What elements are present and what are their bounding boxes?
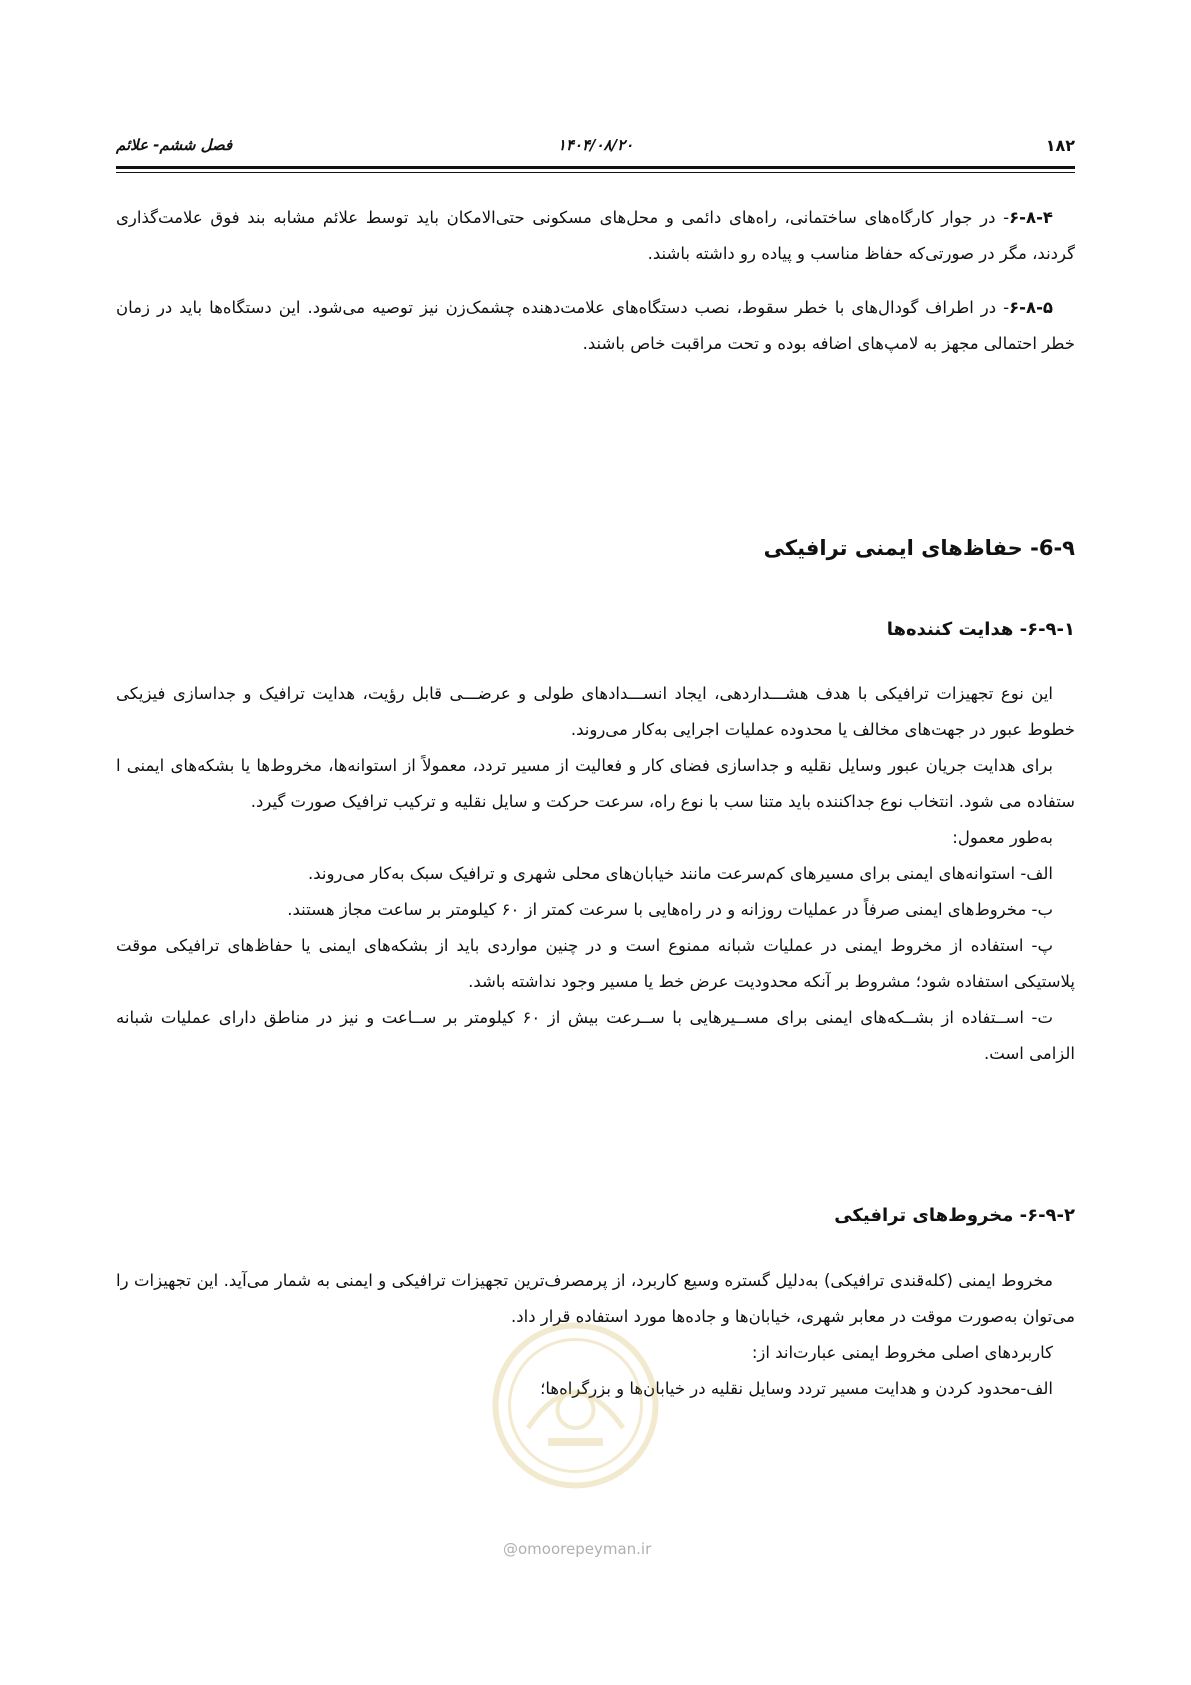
section-title: 6-۹- حفاظ‌های ایمنی ترافیکی (763, 536, 1075, 560)
list-item: الف-محدود کردن و هدایت مسیر تردد وسایل نقلیه در خیابان‌ها و بزرگراه‌ها؛ (540, 1379, 1053, 1398)
subsection-title: ۶-۹-۲- مخروط‌های ترافیکی (834, 1205, 1075, 1226)
clause-text: - در جوار کارگاه‌های ساختمانی، راه‌های دائمی و محل‌های مسکونی حتی‌الامکان باید توسط علائم مشابه بند فوق علامت‌گذاری گردند، مگر در صورتی‌که حفاظ مناسب و پیاده رو داشته باشند. (116, 208, 1075, 263)
paragraph: کاربردهای اصلی مخروط ایمنی عبارت‌اند از: (751, 1343, 1053, 1362)
clause-number: ۶-۸-۵ (1009, 298, 1053, 317)
header-date: ۱۴۰۴/۰۸/۲۰ (557, 136, 634, 154)
paragraph: مخروط ایمنی (کله‌قندی ترافیکی) به‌دلیل گستره وسیع کاربرد، از پرمصرف‌ترین تجهیزات ترافیکی و ایمنی به شمار می‌آید. این تجهیزات را می‌توان به‌صورت موقت در معابر شهری، خیابان‌ها و جاده‌ها مورد استفاده قرار داد. (116, 1271, 1075, 1326)
page-number: ۱۸۲ (1045, 136, 1075, 155)
list-item: الف- استوانه‌های ایمنی برای مسیرهای کم‌سرعت مانند خیابان‌های محلی شهری و ترافیک سبک به‌کار می‌روند. (308, 864, 1053, 883)
subsection-title: ۶-۹-۱- هدایت کننده‌ها (886, 619, 1075, 640)
watermark-text: @omoorepeyman.ir (503, 1540, 652, 1558)
paragraph-6-8-4 (116, 200, 1075, 272)
subsection-heading-6-9-2 (116, 1198, 1075, 1234)
page-header (116, 132, 1075, 169)
list-item: پ- استفاده از مخروط ایمنی در عملیات شبانه ممنوع است و در چنین مواردی باید از بشکه‌های ایمنی یا حفاظ‌های ترافیکی موقت پلاستیکی استفاده شود؛ مشروط بر آنکه محدودیت عرض خط یا مسیر وجود نداشته باشد. (116, 936, 1075, 991)
paragraph: برای هدایت جریان عبور وسایل نقلیه و جداسازی فضای کار و فعالیت از مسیر تردد، معمولاً از استوانه‌ها، مخروط‌ها یا بشکه‌های ایمنی ا ستفاده می شود. انتخاب نوع جداکننده باید متنا سب با نوع راه، سرعت حرکت و سایل نقلیه و ترکیب ترافیک صورت گیرد. (116, 756, 1075, 811)
chapter-title: فصل ششم- علائم (116, 136, 233, 154)
subsection-6-9-2-body (116, 1263, 1075, 1407)
subsection-heading-6-9-1 (116, 612, 1075, 648)
clause-number: ۶-۸-۴ (1009, 208, 1053, 227)
list-item: ت- اســتفاده از بشــکه‌های ایمنی برای مســیرهایی با ســرعت بیش از ۶۰ کیلومتر بر ســاعت و نیز در مناطق دارای عملیات شبانه الزامی است. (116, 1008, 1075, 1063)
clause-text: - در اطراف گودال‌های با خطر سقوط، نصب دستگاه‌های علامت‌دهنده چشمک‌زن نیز توصیه می‌شود. این دستگاه‌ها باید در زمان خطر احتمالی مجهز به لامپ‌های اضافه بوده و تحت مراقبت خاص باشند. (116, 298, 1075, 353)
section-heading-6-9 (116, 530, 1075, 566)
subsection-6-9-1-body (116, 676, 1075, 1072)
paragraph-6-8-5 (116, 290, 1075, 362)
list-item: ب- مخروط‌های ایمنی صرفاً در عملیات روزانه و در راه‌هایی با سرعت کمتر از ۶۰ کیلومتر بر ساعت مجاز هستند. (287, 900, 1053, 919)
paragraph: به‌طور معمول: (952, 828, 1053, 847)
paragraph: این نوع تجهیزات ترافیکی با هدف هشـــداردهی، ایجاد انســـدادهای طولی و عرضـــی قابل رؤیت، هدایت ترافیک و جداسازی فیزیکی خطوط عبور در جهت‌های مخالف یا محدوده عملیات اجرایی به‌کار می‌روند. (116, 684, 1075, 739)
